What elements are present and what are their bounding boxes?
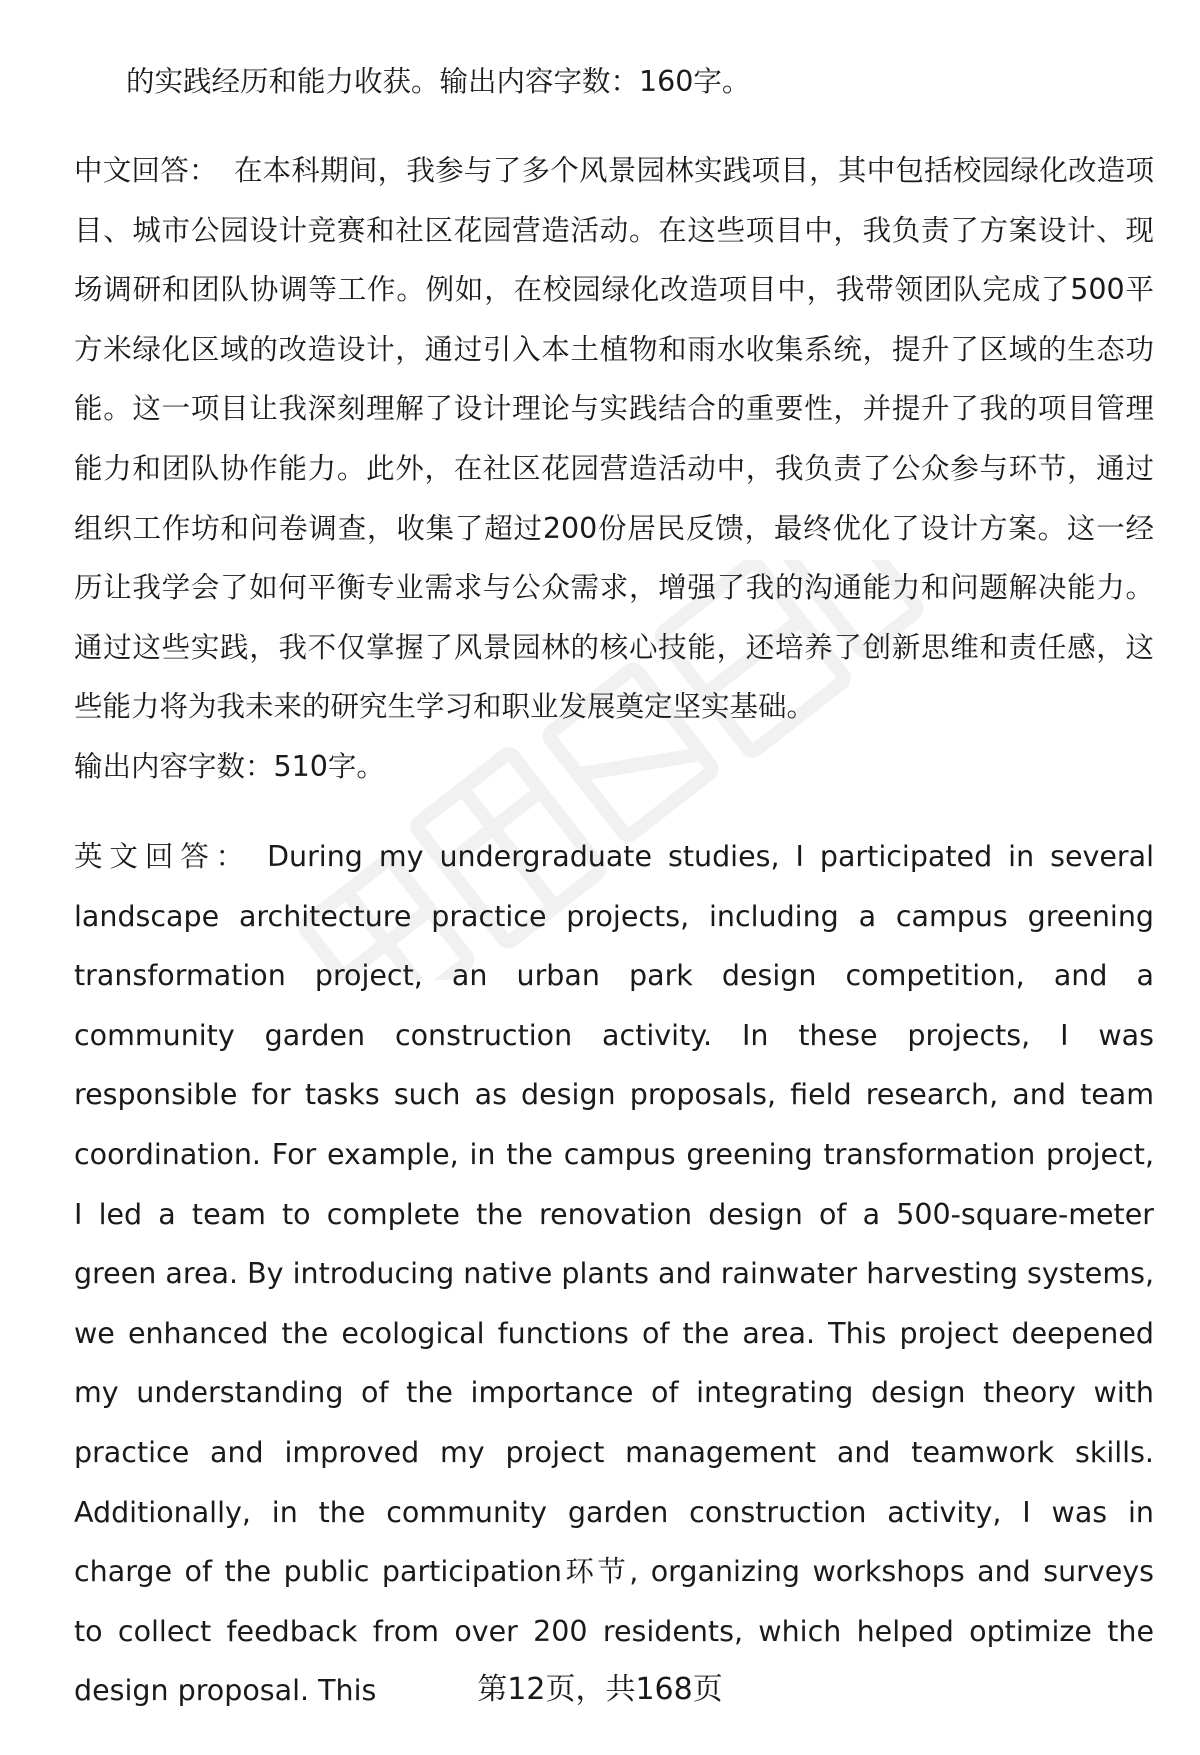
continuation-text: 的实践经历和能力收获。输出内容字数：160字。 [126,65,751,98]
page-indicator: 第12页，共168页 [477,1672,723,1707]
chinese-answer-word-count: 输出内容字数：510字。 [74,749,385,783]
chinese-answer-label: 中文回答： [74,154,218,187]
continuation-paragraph [126,52,1154,112]
chinese-answer-text: 在本科期间，我参与了多个风景园林实践项目，其中包括校园绿化改造项目、城市公园设计竞赛和社区花园营造活动。在这些项目中，我负责了方案设计、现场调研和团队协调等工作。例如，在校园绿化改造项目中，我带领团队完成了500平方米绿化区域的改造设计，通过引入本土植物和雨水收集系统，提升了区域的生态功能。这一项目让我深刻理解了设计理论与实践结合的重要性，并提升了我的项目管理能力和团队协作能力。此外，在社区花园营造活动中，我负责了公众参与环节，通过组织工作坊和问卷调查，收集了超过200份居民反馈，最终优化了设计方案。这一经历让我学会了如何平衡专业需求与公众需求，增强了我的沟通能力和问题解决能力。通过这些实践，我不仅掌握了风景园林的核心技能，还培养了创新思维和责任感，这些能力将为我未来的研究生学习和职业发展奠定坚实基础。 [74,154,1154,724]
english-answer-text: During my undergraduate studies, I participated in several landscape architecture practice projects, including a campus greening transformation project, an urban park design competition, and a community garden construction activity. In these projects, I was responsible for tasks such as design proposals, field research, and team coordination. For example, in the campus greening transformation project, I led a team to complete the renovation design of a 500-square-meter green area. By introducing native plants and rainwater harvesting systems, we enhanced the ecological functions of the area. This project deepened my understanding of the importance of integrating design theory with practice and improved my project management and teamwork skills. Additionally, in the community garden construction activity, I was in charge of the public participation环节, organizing workshops and surveys to collect feedback from over 200 residents, which helped optimize the design proposal. This [74,840,1154,1708]
english-answer-paragraph [74,827,1154,1721]
chinese-answer-paragraph [74,141,1154,797]
english-answer-label: 英文回答： [74,840,252,873]
